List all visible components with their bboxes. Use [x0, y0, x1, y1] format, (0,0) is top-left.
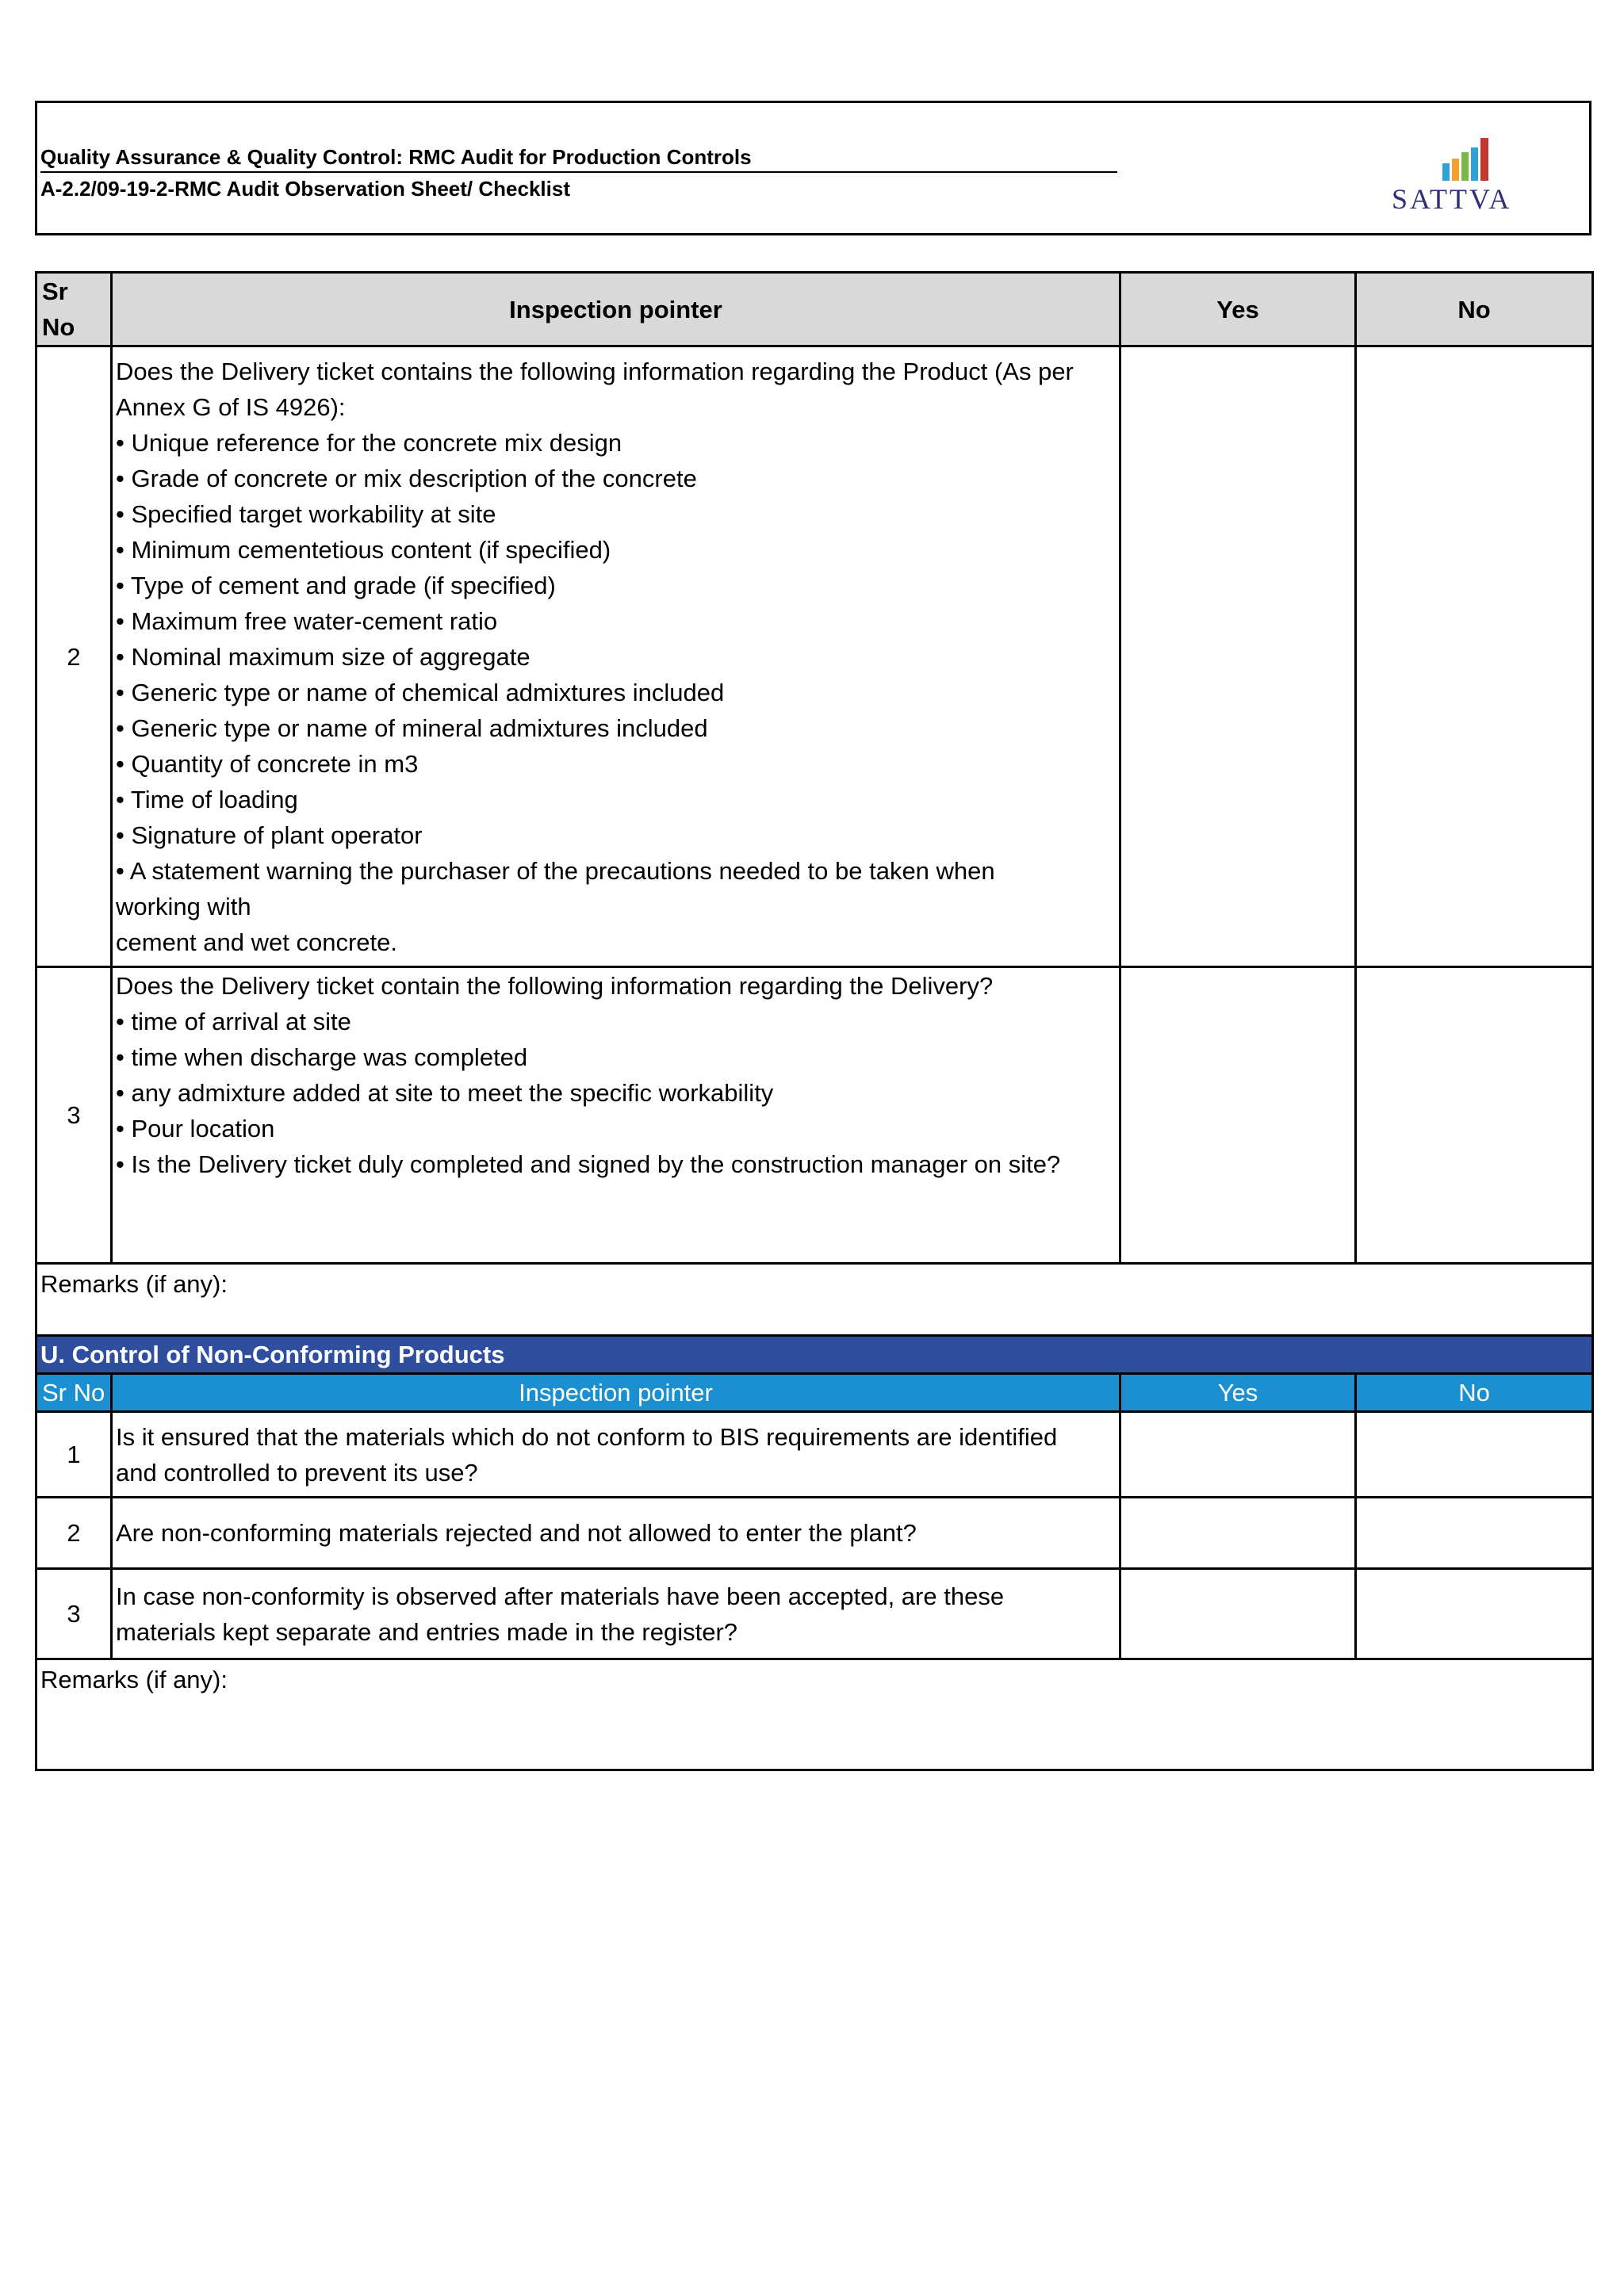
- pointer-line: and controlled to prevent its use?: [116, 1458, 478, 1487]
- remarks-row: [36, 1659, 1593, 1770]
- logo-bar-1: [1442, 163, 1450, 181]
- pointer-line: Does the Delivery ticket contains the following information regarding the Product (As per: [116, 357, 1074, 385]
- header-no: No: [1356, 1374, 1593, 1412]
- logo-bars-icon: [1385, 124, 1576, 187]
- sr-no-cell: 2: [36, 1498, 112, 1569]
- pointer-line: In case non-conformity is observed after materials have been accepted, are these: [116, 1582, 1005, 1610]
- pointer-line: • any admixture added at site to meet the specific workability: [116, 1079, 774, 1107]
- section-title: U. Control of Non-Conforming Products: [36, 1336, 1593, 1374]
- sattva-logo: [1385, 124, 1576, 219]
- pointer-line: • Minimum cementetious content (if specified): [116, 535, 611, 564]
- checklist-table-continued: [35, 271, 1594, 1374]
- header-sr-no: Sr No: [36, 273, 112, 346]
- yes-cell[interactable]: [1120, 346, 1356, 967]
- logo-text: SATTVA: [1392, 183, 1512, 215]
- pointer-line: Does the Delivery ticket contain the following information regarding the Delivery?: [116, 972, 994, 1000]
- pointer-line: • Quantity of concrete in m3: [116, 749, 419, 778]
- header-inspection-pointer: Inspection pointer: [112, 273, 1120, 346]
- pointer-line: • Generic type or name of mineral admixtures included: [116, 714, 708, 742]
- pointer-line: • time of arrival at site: [116, 1008, 351, 1035]
- no-cell[interactable]: [1356, 1569, 1593, 1659]
- remarks-cell[interactable]: Remarks (if any):: [36, 1264, 1593, 1373]
- inspection-pointer-cell: [112, 967, 1120, 1264]
- table-header-row: [36, 273, 1593, 346]
- pointer-line: • Unique reference for the concrete mix design: [116, 428, 622, 457]
- pointer-line: Annex G of IS 4926):: [116, 392, 346, 421]
- section-title-row: [36, 1336, 1593, 1374]
- document-header: [35, 101, 1591, 235]
- pointer-line: cement and wet concrete.: [116, 928, 397, 956]
- pointer-line: • Generic type or name of chemical admixtures included: [116, 678, 725, 706]
- inspection-pointer-cell: [112, 346, 1120, 967]
- header-inspection-pointer: Inspection pointer: [112, 1374, 1120, 1412]
- pointer-line: • Is the Delivery ticket duly completed and signed by the construction manager on site?: [116, 1150, 1061, 1178]
- sr-no-cell: 3: [36, 1569, 112, 1659]
- pointer-line: • Time of loading: [116, 785, 298, 813]
- logo-bar-3: [1461, 152, 1469, 181]
- inspection-pointer-cell: [112, 1569, 1120, 1659]
- checklist-table-section-u: [35, 1334, 1594, 1771]
- pointer-line: Is it ensured that the materials which do not conform to BIS requirements are identified: [116, 1422, 1058, 1451]
- header-yes: Yes: [1120, 1374, 1356, 1412]
- pointer-line: • A statement warning the purchaser of the precautions needed to be taken when: [116, 856, 995, 885]
- table-header-row: [36, 1374, 1593, 1412]
- no-cell[interactable]: [1356, 346, 1593, 967]
- logo-bar-4: [1471, 147, 1478, 181]
- pointer-line: • Nominal maximum size of aggregate: [116, 642, 530, 671]
- pointer-line: Are non-conforming materials rejected and not allowed to enter the plant?: [116, 1519, 917, 1547]
- document-title: Quality Assurance & Quality Control: RMC Audit for Production Controls: [40, 143, 1117, 173]
- logo-bar-2: [1452, 159, 1459, 181]
- inspection-pointer-cell: [112, 1498, 1120, 1569]
- table-row: [36, 967, 1593, 1264]
- pointer-line: working with: [116, 892, 251, 920]
- yes-cell[interactable]: [1120, 967, 1356, 1264]
- pointer-line: • Specified target workability at site: [116, 499, 496, 528]
- remarks-cell[interactable]: Remarks (if any):: [36, 1659, 1593, 1770]
- no-cell[interactable]: [1356, 1412, 1593, 1498]
- table-row: [36, 346, 1593, 967]
- no-cell[interactable]: [1356, 967, 1593, 1264]
- no-cell[interactable]: [1356, 1498, 1593, 1569]
- pointer-line: materials kept separate and entries made in the register?: [116, 1617, 738, 1646]
- sr-no-cell: 2: [36, 346, 112, 967]
- pointer-line: • Maximum free water-cement ratio: [116, 607, 498, 635]
- yes-cell[interactable]: [1120, 1498, 1356, 1569]
- pointer-line: • Grade of concrete or mix description of the concrete: [116, 464, 697, 492]
- sr-no-cell: 1: [36, 1412, 112, 1498]
- table-row: [36, 1498, 1593, 1569]
- yes-cell[interactable]: [1120, 1569, 1356, 1659]
- header-yes: Yes: [1120, 273, 1356, 346]
- sr-no-cell: 3: [36, 967, 112, 1264]
- yes-cell[interactable]: [1120, 1412, 1356, 1498]
- header-sr-no: Sr No: [36, 1374, 112, 1412]
- header-no: No: [1356, 273, 1593, 346]
- logo-bar-5: [1480, 138, 1488, 181]
- inspection-pointer-cell: [112, 1412, 1120, 1498]
- document-subtitle: A-2.2/09-19-2-RMC Audit Observation Sheet/ Checklist: [40, 177, 570, 201]
- table-row: [36, 1412, 1593, 1498]
- table-row: [36, 1569, 1593, 1659]
- pointer-line: • Type of cement and grade (if specified): [116, 571, 556, 599]
- pointer-line: • Signature of plant operator: [116, 821, 423, 849]
- pointer-line: • Pour location: [116, 1115, 275, 1142]
- pointer-line: • time when discharge was completed: [116, 1043, 528, 1071]
